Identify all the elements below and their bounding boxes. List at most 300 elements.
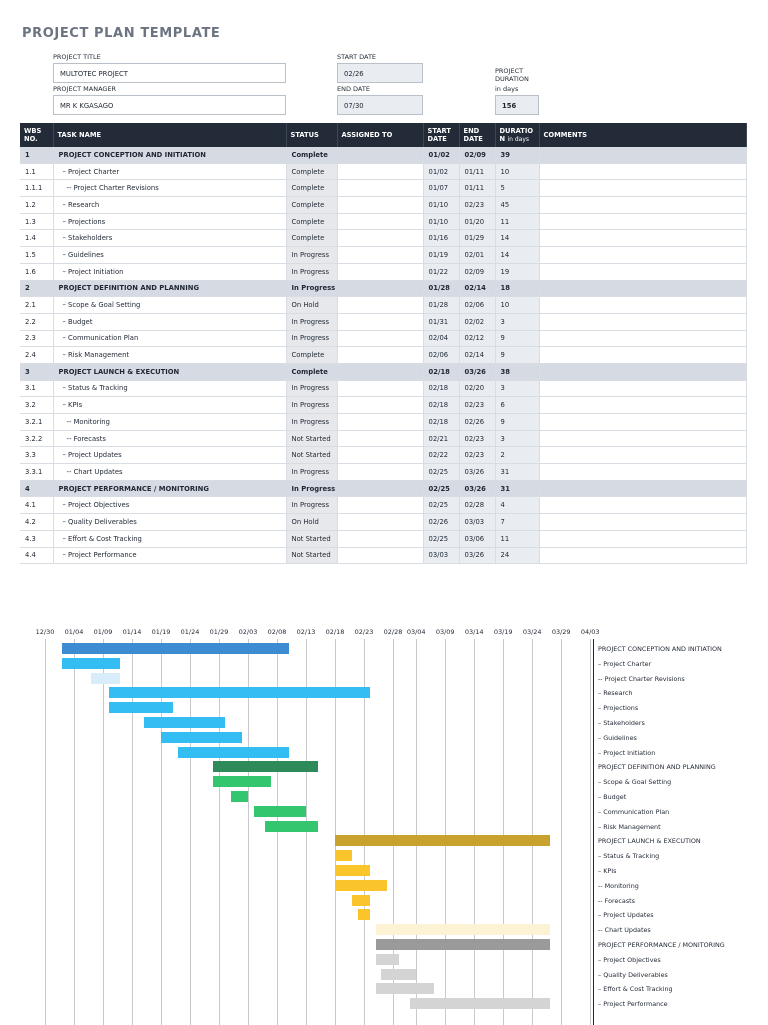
gantt-phase-bar [62,643,288,654]
col-status: STATUS [286,123,337,147]
start-date-cell: 02/22 [423,447,459,464]
gantt-row-label: – Budget [598,793,627,801]
start-date-cell: 02/26 [423,514,459,531]
status-cell: Not Started [286,547,337,564]
status-cell: Complete [286,147,337,163]
duration-sub-label: in days [495,85,519,93]
wbs-cell: 3 [20,363,53,380]
col-end-date: END DATE [459,123,495,147]
gantt-task-bar [213,776,271,787]
assigned-to-cell[interactable] [337,480,423,497]
end-date-field[interactable]: 07/30 [337,95,423,115]
gantt-task-bar [376,983,434,994]
assigned-to-cell[interactable] [337,414,423,431]
gantt-phase-bar [376,939,550,950]
assigned-to-cell[interactable] [337,180,423,197]
gantt-task-bar [352,895,369,906]
gantt-gridline [474,639,475,1025]
phase-row [20,147,746,163]
gantt-task-bar [265,821,317,832]
project-title-label: PROJECT TITLE [53,53,101,61]
gantt-row-label: – Quality Deliverables [598,970,668,979]
table-row [20,197,746,214]
duration-cell: 11 [495,530,539,547]
start-date-cell: 02/18 [423,380,459,397]
duration-label-line2: DURATION [495,75,529,83]
end-date-cell: 02/02 [459,313,495,330]
start-date-cell: 02/04 [423,330,459,347]
wbs-cell: 2.4 [20,347,53,364]
duration-cell: 14 [495,247,539,264]
col-comments: COMMENTS [539,123,746,147]
comments-cell[interactable] [539,480,746,497]
start-date-cell: 02/06 [423,347,459,364]
end-date-cell: 02/12 [459,330,495,347]
gantt-task-bar [109,702,173,713]
start-date-cell: 01/02 [423,163,459,180]
gantt-tick-label: 02/03 [238,628,258,636]
gantt-tick-label: 02/08 [267,628,287,636]
end-date-cell: 02/20 [459,380,495,397]
task-name-cell: – Quality Deliverables [53,514,286,531]
end-date-cell: 02/06 [459,297,495,314]
task-name-cell: – Project Charter [53,163,286,180]
gantt-task-bar [335,880,387,891]
table-row [20,297,746,314]
project-manager-label: PROJECT MANAGER [53,85,117,93]
table-row [20,514,746,531]
duration-cell: 45 [495,197,539,214]
comments-cell[interactable] [539,430,746,447]
end-date-cell: 02/23 [459,397,495,414]
gantt-task-bar [62,658,120,669]
col-assigned-to: ASSIGNED TO [337,123,423,147]
status-cell: Complete [286,230,337,247]
wbs-cell: 2.1 [20,297,53,314]
gantt-tick-label: 04/03 [580,628,600,636]
task-name-cell: -- Forecasts [53,430,286,447]
duration-cell: 7 [495,514,539,531]
wbs-cell: 1.5 [20,247,53,264]
comments-cell[interactable] [539,230,746,247]
table-row [20,213,746,230]
task-name-cell: – Status & Tracking [53,380,286,397]
end-date-cell: 03/26 [459,464,495,481]
end-date-cell: 03/26 [459,363,495,380]
duration-cell: 6 [495,397,539,414]
duration-cell: 2 [495,447,539,464]
assigned-to-cell[interactable] [337,163,423,180]
gantt-row-label: – Research [598,689,633,698]
col-task-name: TASK NAME [53,123,286,147]
assigned-to-cell[interactable] [337,464,423,481]
task-name-cell: – Communication Plan [53,330,286,347]
end-date-cell: 03/03 [459,514,495,531]
duration-cell: 3 [495,430,539,447]
duration-cell: 39 [495,147,539,163]
comments-cell[interactable] [539,464,746,481]
end-date-cell: 02/26 [459,414,495,431]
table-row [20,464,746,481]
assigned-to-cell[interactable] [337,547,423,564]
comments-cell[interactable] [539,530,746,547]
end-date-cell: 03/26 [459,480,495,497]
phase-row [20,280,746,297]
status-cell: In Progress [286,313,337,330]
start-date-cell: 02/25 [423,464,459,481]
end-date-cell: 01/20 [459,213,495,230]
duration-cell: 5 [495,180,539,197]
gantt-task-bar [161,732,242,743]
status-cell: In Progress [286,263,337,280]
start-date-cell: 01/19 [423,247,459,264]
phase-row [20,363,746,380]
table-row [20,247,746,264]
gantt-gridline [393,639,394,1025]
gantt-task-bar [376,954,399,965]
table-header [20,123,746,147]
status-cell: Not Started [286,430,337,447]
gantt-tick-label: 03/19 [493,628,513,636]
duration-cell: 9 [495,414,539,431]
start-date-cell: 02/18 [423,414,459,431]
gantt-row-label: – Projections [598,704,639,713]
end-date-cell: 02/14 [459,280,495,297]
gantt-row-label: PROJECT LAUNCH & EXECUTION [598,837,701,846]
table-row [20,430,746,447]
gantt-row-label: -- Forecasts [598,896,636,905]
gantt-row-label: – KPIs [598,867,617,875]
comments-cell[interactable] [539,347,746,364]
status-cell: Complete [286,163,337,180]
status-cell: Complete [286,363,337,380]
wbs-cell: 2 [20,280,53,297]
comments-cell[interactable] [539,363,746,380]
duration-cell: 19 [495,263,539,280]
start-date-cell: 01/28 [423,297,459,314]
comments-cell[interactable] [539,414,746,431]
page-title: PROJECT PLAN TEMPLATE [22,26,221,41]
gantt-task-bar [109,687,370,698]
comments-cell[interactable] [539,514,746,531]
start-date-cell: 01/31 [423,313,459,330]
gantt-row-label: PROJECT DEFINITION AND PLANNING [598,763,716,772]
gantt-task-bar [410,998,549,1009]
wbs-cell: 2.3 [20,330,53,347]
end-date-cell: 02/23 [459,430,495,447]
start-date-cell: 02/18 [423,397,459,414]
table-row [20,497,746,514]
start-date-cell: 03/03 [423,547,459,564]
task-name-cell: – Guidelines [53,247,286,264]
wbs-cell: 1.1 [20,163,53,180]
start-date-cell: 01/02 [423,147,459,163]
gantt-gridline [532,639,533,1025]
gantt-tick-label: 03/14 [464,628,484,636]
gantt-row-label: – Project Initiation [598,748,656,757]
comments-cell[interactable] [539,497,746,514]
gantt-task-bar [254,806,306,817]
task-name-cell: – Risk Management [53,347,286,364]
table-row [20,447,746,464]
gantt-tick-label: 01/29 [209,628,229,636]
gantt-tick-label: 01/24 [180,628,200,636]
start-date-cell: 02/25 [423,497,459,514]
assigned-to-cell[interactable] [337,230,423,247]
status-cell: Not Started [286,530,337,547]
gantt-gridline [503,639,504,1025]
assigned-to-cell[interactable] [337,397,423,414]
comments-cell[interactable] [539,163,746,180]
gantt-gridline [590,639,591,1025]
table-row [20,330,746,347]
assigned-to-cell[interactable] [337,147,423,163]
gantt-task-bar [335,850,352,861]
gantt-tick-label: 01/14 [122,628,142,636]
project-plan-table [20,123,747,564]
comments-cell[interactable] [539,380,746,397]
assigned-to-cell[interactable] [337,363,423,380]
gantt-gridline [103,639,104,1025]
comments-cell[interactable] [539,280,746,297]
task-name-cell: – Effort & Cost Tracking [53,530,286,547]
gantt-gridline [445,639,446,1025]
duration-label [495,67,529,83]
start-date-cell: 01/10 [423,197,459,214]
end-date-cell: 01/29 [459,230,495,247]
table-row [20,230,746,247]
duration-cell: 9 [495,347,539,364]
duration-cell: 4 [495,497,539,514]
gantt-row-label: – Risk Management [598,822,661,831]
task-name-cell: PROJECT PERFORMANCE / MONITORING [53,480,286,497]
gantt-task-bar [144,717,225,728]
assigned-to-cell[interactable] [337,330,423,347]
status-cell: In Progress [286,247,337,264]
status-cell: In Progress [286,380,337,397]
gantt-label-axis [593,639,594,1025]
gantt-tick-label: 02/13 [296,628,316,636]
gantt-row-label: – Stakeholders [598,719,645,727]
gantt-task-bar [335,865,370,876]
assigned-to-cell[interactable] [337,497,423,514]
duration-cell: 9 [495,330,539,347]
gantt-tick-label: 03/29 [551,628,571,636]
gantt-row-label: -- Project Charter Revisions [598,674,685,683]
gantt-task-bar [376,924,550,935]
assigned-to-cell[interactable] [337,213,423,230]
task-name-cell: -- Project Charter Revisions [53,180,286,197]
gantt-chart [0,620,768,1024]
wbs-cell: 3.2.1 [20,414,53,431]
gantt-row-label: – Effort & Cost Tracking [598,985,673,994]
gantt-tick-label: 01/19 [151,628,171,636]
wbs-cell: 1.6 [20,263,53,280]
gantt-task-bar [178,747,288,758]
comments-cell[interactable] [539,197,746,214]
status-cell: In Progress [286,397,337,414]
col-duration: DURATIO N in days [495,123,539,147]
assigned-to-cell[interactable] [337,530,423,547]
phase-row [20,480,746,497]
start-date-cell: 02/18 [423,363,459,380]
col-wbs: WBS NO. [20,123,53,147]
status-cell: In Progress [286,280,337,297]
gantt-tick-label: 03/24 [522,628,542,636]
end-date-cell: 01/11 [459,180,495,197]
gantt-row-label: – Communication Plan [598,807,670,816]
task-name-cell: – Scope & Goal Setting [53,297,286,314]
assigned-to-cell[interactable] [337,247,423,264]
end-date-cell: 02/28 [459,497,495,514]
start-date-cell: 01/22 [423,263,459,280]
gantt-row-label: – Status & Tracking [598,852,660,861]
end-date-cell: 03/26 [459,547,495,564]
status-cell: In Progress [286,414,337,431]
comments-cell[interactable] [539,147,746,163]
task-name-cell: PROJECT CONCEPTION AND INITIATION [53,147,286,163]
task-name-cell: – Stakeholders [53,230,286,247]
assigned-to-cell[interactable] [337,313,423,330]
wbs-cell: 4.1 [20,497,53,514]
gantt-tick-label: 03/09 [435,628,455,636]
wbs-cell: 1.1.1 [20,180,53,197]
assigned-to-cell[interactable] [337,380,423,397]
duration-cell: 3 [495,313,539,330]
wbs-cell: 3.2 [20,397,53,414]
gantt-row-label: – Guidelines [598,733,637,742]
assigned-to-cell[interactable] [337,430,423,447]
wbs-cell: 3.2.2 [20,430,53,447]
gantt-gridline [561,639,562,1025]
status-cell: In Progress [286,497,337,514]
comments-cell[interactable] [539,330,746,347]
wbs-cell: 4 [20,480,53,497]
assigned-to-cell[interactable] [337,297,423,314]
duration-cell: 11 [495,213,539,230]
table-row [20,180,746,197]
wbs-cell: 1 [20,147,53,163]
task-name-cell: -- Chart Updates [53,464,286,481]
status-cell: Complete [286,213,337,230]
gantt-tick-label: 12/30 [35,628,55,636]
duration-cell: 14 [495,230,539,247]
task-name-cell: – Research [53,197,286,214]
comments-cell[interactable] [539,213,746,230]
start-date-label: START DATE [337,53,377,61]
task-name-cell: – Project Performance [53,547,286,564]
gantt-task-bar [91,673,120,684]
start-date-cell: 02/25 [423,530,459,547]
status-cell: Complete [286,197,337,214]
status-cell: On Hold [286,297,337,314]
duration-label-line1: PROJECT [495,67,524,75]
end-date-cell: 02/01 [459,247,495,264]
table-row [20,263,746,280]
end-date-cell: 01/11 [459,163,495,180]
start-date-cell: 02/21 [423,430,459,447]
table-row [20,397,746,414]
start-date-cell: 01/07 [423,180,459,197]
assigned-to-cell[interactable] [337,514,423,531]
end-date-cell: 02/23 [459,197,495,214]
assigned-to-cell[interactable] [337,447,423,464]
wbs-cell: 4.2 [20,514,53,531]
start-date-cell: 01/10 [423,213,459,230]
gantt-row-label: – Project Charter [598,659,652,668]
end-date-cell: 02/23 [459,447,495,464]
start-date-cell: 02/25 [423,480,459,497]
task-name-cell: – Project Objectives [53,497,286,514]
start-date-field[interactable]: 02/26 [337,63,423,83]
gantt-row-label: -- Chart Updates [598,926,651,935]
comments-cell[interactable] [539,397,746,414]
end-date-label: END DATE [337,85,370,93]
task-name-cell: – Project Initiation [53,263,286,280]
wbs-cell: 3.3.1 [20,464,53,481]
duration-cell: 18 [495,280,539,297]
comments-cell[interactable] [539,297,746,314]
gantt-phase-bar [213,761,317,772]
comments-cell[interactable] [539,547,746,564]
table-row [20,547,746,564]
comments-cell[interactable] [539,263,746,280]
project-title-field[interactable]: MULTOTEC PROJECT [53,63,286,83]
duration-cell: 24 [495,547,539,564]
duration-cell: 38 [495,363,539,380]
status-cell: In Progress [286,480,337,497]
table-row [20,530,746,547]
status-cell: Complete [286,347,337,364]
gantt-gridline [45,639,46,1025]
wbs-cell: 4.4 [20,547,53,564]
comments-cell[interactable] [539,447,746,464]
comments-cell[interactable] [539,180,746,197]
gantt-tick-label: 01/04 [64,628,84,636]
assigned-to-cell[interactable] [337,280,423,297]
gantt-row-label: – Project Performance [598,1000,668,1009]
task-name-cell: – Project Updates [53,447,286,464]
gantt-task-bar [381,969,416,980]
assigned-to-cell[interactable] [337,263,423,280]
gantt-tick-label: 02/23 [354,628,374,636]
status-cell: Not Started [286,447,337,464]
duration-cell: 31 [495,464,539,481]
wbs-cell: 1.3 [20,213,53,230]
comments-cell[interactable] [539,313,746,330]
wbs-cell: 2.2 [20,313,53,330]
gantt-row-label: – Project Updates [598,911,654,920]
gantt-task-bar [231,791,248,802]
end-date-cell: 03/06 [459,530,495,547]
comments-cell[interactable] [539,247,746,264]
wbs-cell: 3.1 [20,380,53,397]
assigned-to-cell[interactable] [337,197,423,214]
status-cell: Complete [286,180,337,197]
task-name-cell: PROJECT DEFINITION AND PLANNING [53,280,286,297]
status-cell: In Progress [286,330,337,347]
duration-cell: 10 [495,297,539,314]
gantt-phase-bar [335,835,550,846]
project-manager-field[interactable]: MR K KGASAGO [53,95,286,115]
gantt-tick-label: 02/28 [383,628,403,636]
gantt-tick-label: 01/09 [93,628,113,636]
task-name-cell: PROJECT LAUNCH & EXECUTION [53,363,286,380]
gantt-row-label: PROJECT CONCEPTION AND INITIATION [598,645,722,653]
table-row [20,414,746,431]
duration-cell: 10 [495,163,539,180]
assigned-to-cell[interactable] [337,347,423,364]
